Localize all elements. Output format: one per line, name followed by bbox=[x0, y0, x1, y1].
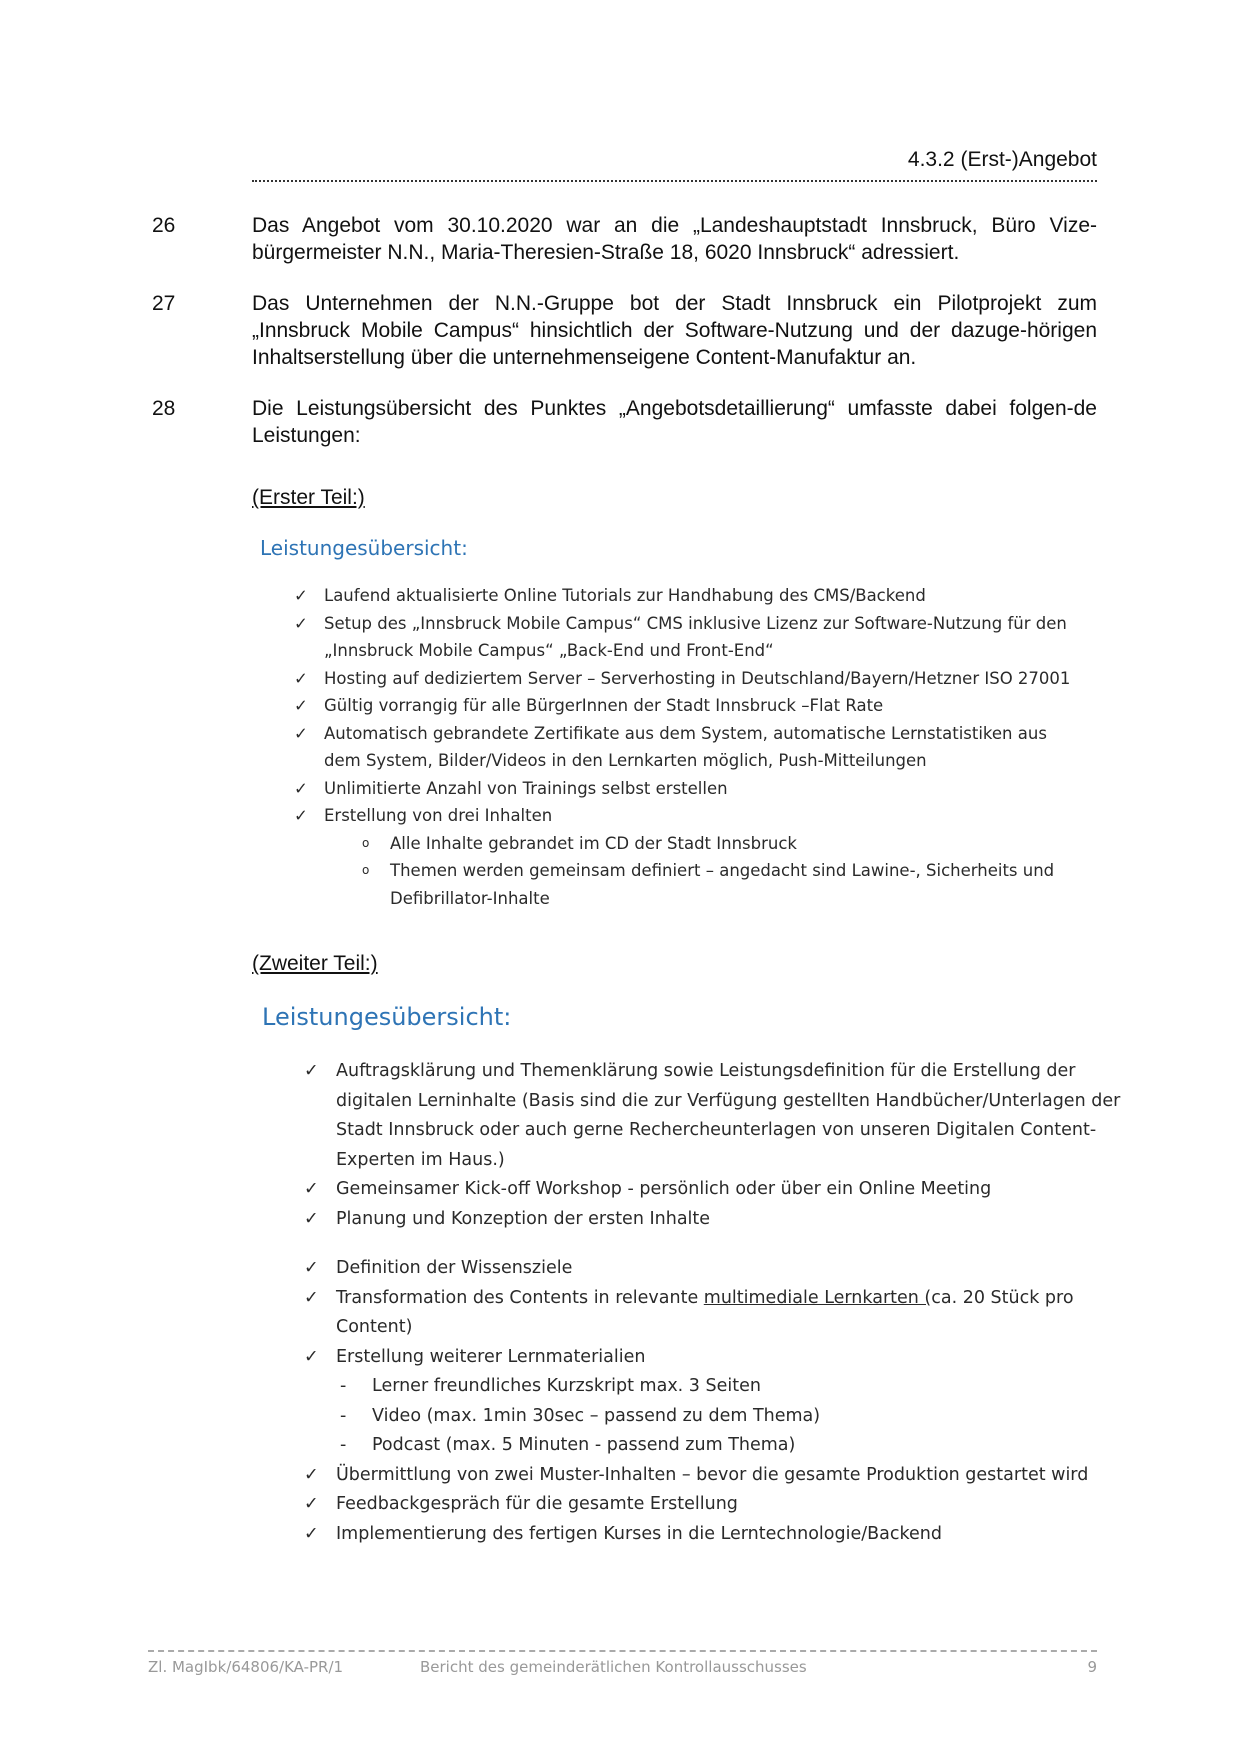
checkmark-icon: ✓ bbox=[304, 1179, 319, 1199]
list-item-text: Gültig vorrangig für alle BürgerInnen der Stadt Innsbruck –Flat Rate bbox=[324, 696, 884, 715]
checkmark-icon: ✓ bbox=[304, 1523, 319, 1544]
checkmark-icon: ✓ bbox=[304, 1494, 319, 1514]
part1-list bbox=[262, 582, 1082, 830]
page-number: 9 bbox=[1087, 1658, 1097, 1676]
checkmark-icon: ✓ bbox=[294, 586, 308, 605]
list-item bbox=[262, 1205, 1142, 1235]
part1-label: (Erster Teil:) bbox=[252, 486, 365, 509]
list-item bbox=[262, 1520, 1142, 1550]
part2-label: (Zweiter Teil:) bbox=[252, 952, 378, 975]
list-item-text: Implementierung des fertigen Kurses in die Lerntechnologie/Backend bbox=[336, 1523, 942, 1544]
list-item bbox=[262, 802, 1082, 830]
sub-list-item-text: Video (max. 1min 30sec – passend zu dem Thema) bbox=[372, 1405, 821, 1426]
list-item bbox=[262, 775, 1082, 803]
list-item-text: Unlimitierte Anzahl von Trainings selbst erstellen bbox=[324, 778, 728, 798]
list-item-text: Automatisch gebrandete Zertifikate aus dem System, automatische Lernstatistiken aus dem System, Bilder/Videos in den Lernkarten möglich, Push-Mitteilungen bbox=[324, 723, 1047, 770]
checkmark-icon: ✓ bbox=[304, 1208, 319, 1229]
part1-heading: Leistungesübersicht: bbox=[260, 536, 468, 560]
footer-reference: Zl. MagIbk/64806/KA-PR/1 bbox=[148, 1658, 344, 1676]
paragraph-number: 26 bbox=[152, 214, 176, 237]
checkmark-icon: ✓ bbox=[294, 806, 308, 825]
paragraph-number: 28 bbox=[152, 397, 176, 420]
checkmark-icon: ✓ bbox=[304, 1287, 319, 1308]
list-item bbox=[262, 1254, 1142, 1284]
checkmark-icon: ✓ bbox=[304, 1464, 319, 1485]
footer-title: Bericht des gemeinderätlichen Kontrollausschusses bbox=[420, 1658, 807, 1676]
checkmark-icon: ✓ bbox=[294, 613, 308, 633]
dash-bullet-icon: - bbox=[340, 1405, 347, 1426]
part2-list bbox=[262, 1057, 1142, 1234]
list-item bbox=[262, 720, 1082, 775]
list-item-text: Feedbackgespräch für die gesamte Erstellung bbox=[336, 1494, 738, 1514]
list-item-text: Definition der Wissensziele bbox=[336, 1258, 573, 1278]
list-item bbox=[262, 665, 1082, 693]
circle-bullet-icon: o bbox=[362, 863, 370, 877]
underlined-text: multimediale Lernkarten ( bbox=[703, 1287, 932, 1308]
dash-bullet-icon: - bbox=[340, 1376, 347, 1396]
list-item-text: Setup des „Innsbruck Mobile Campus“ CMS inklusive Lizenz zur Software-Nutzung für den „Innsbruck Mobile Campus“ „Back-End und Front-End“ bbox=[324, 613, 1067, 660]
paragraph-26 bbox=[152, 212, 1097, 266]
list-item-text: Gemeinsamer Kick-off Workshop - persönlich oder über ein Online Meeting bbox=[336, 1179, 992, 1199]
spacer bbox=[262, 1234, 1142, 1254]
list-item bbox=[262, 1057, 1142, 1175]
page-footer bbox=[148, 1650, 1097, 1676]
paragraph-27 bbox=[152, 290, 1097, 371]
list-item bbox=[262, 1490, 1142, 1520]
sub-list-item bbox=[262, 857, 1082, 912]
paragraph-text: Das Angebot vom 30.10.2020 war an die „Landeshauptstadt Innsbruck, Büro Vize-bürgermeister N.N., Maria-Theresien-Straße 18, 6020 Innsbruck“ adressiert. bbox=[252, 214, 1097, 264]
list-item-text: Erstellung von drei Inhalten bbox=[324, 806, 553, 825]
list-item bbox=[262, 1175, 1142, 1205]
sub-list-item-text: Themen werden gemeinsam definiert – angedacht sind Lawine-, Sicherheits und Defibrillator-Inhalte bbox=[390, 861, 1055, 908]
list-item-text: Erstellung weiterer Lernmaterialien bbox=[336, 1346, 646, 1367]
sub-list-item-text: Podcast (max. 5 Minuten - passend zum Thema) bbox=[372, 1435, 796, 1455]
part2-list-continued bbox=[262, 1254, 1142, 1372]
checkmark-icon: ✓ bbox=[304, 1061, 319, 1081]
checkmark-icon: ✓ bbox=[304, 1346, 319, 1367]
sub-list-item bbox=[262, 1402, 1142, 1432]
part2-service-overview bbox=[262, 1003, 1142, 1549]
list-item bbox=[262, 1461, 1142, 1491]
part2-list-final bbox=[262, 1461, 1142, 1550]
paragraph-text: Die Leistungsübersicht des Punktes „Angebotsdetaillierung“ umfasste dabei folgen-de Leistungen: bbox=[252, 397, 1097, 447]
list-item-text: Übermittlung von zwei Muster-Inhalten – bevor die gesamte Produktion gestartet wird bbox=[336, 1464, 1089, 1485]
sub-list-item-text: Alle Inhalte gebrandet im CD der Stadt Innsbruck bbox=[390, 833, 797, 853]
paragraph-number: 27 bbox=[152, 292, 176, 315]
list-item bbox=[262, 1343, 1142, 1373]
checkmark-icon: ✓ bbox=[294, 696, 308, 715]
list-item-text: Laufend aktualisierte Online Tutorials zur Handhabung des CMS/Backend bbox=[324, 586, 926, 605]
list-item-text: Auftragsklärung und Themenklärung sowie Leistungsdefinition für die Erstellung der digitalen Lerninhalte (Basis sind die zur Verfügung gestellten Handbücher/Unterlagen der Stadt Innsbruck oder auch gerne Rechercheunterlagen von unseren Digitalen Content-Experten im Haus.) bbox=[336, 1061, 1121, 1170]
checkmark-icon: ✓ bbox=[294, 778, 308, 798]
paragraph-28 bbox=[152, 395, 1097, 449]
list-item bbox=[262, 582, 1082, 610]
sub-list-item bbox=[262, 830, 1082, 858]
list-item bbox=[262, 1284, 1142, 1343]
sub-list-item bbox=[262, 1372, 1142, 1402]
sub-list-item bbox=[262, 1431, 1142, 1461]
list-item bbox=[262, 610, 1082, 665]
section-header: 4.3.2 (Erst-)Angebot bbox=[252, 148, 1097, 182]
list-item bbox=[262, 692, 1082, 720]
list-item-text-tail: ca. 20 Stück pro Content) bbox=[336, 1287, 1074, 1337]
checkmark-icon: ✓ bbox=[304, 1258, 319, 1278]
paragraph-text: Das Unternehmen der N.N.-Gruppe bot der Stadt Innsbruck ein Pilotprojekt zum „Innsbruck Mobile Campus“ hinsichtlich der Software-Nutzung und der dazuge-hörigen Inhaltserstellung über die unternehmenseigene Content-Manufaktur an. bbox=[252, 292, 1097, 369]
sub-list-item-text: Lerner freundliches Kurzskript max. 3 Seiten bbox=[372, 1376, 761, 1396]
part1-service-overview bbox=[262, 536, 1082, 912]
list-item-text: Hosting auf dediziertem Server – Serverhosting in Deutschland/Bayern/Hetzner ISO 27001 bbox=[324, 668, 1071, 688]
list-item-text: Transformation des Contents in relevante bbox=[336, 1287, 704, 1308]
list-item-text: Planung und Konzeption der ersten Inhalte bbox=[336, 1208, 711, 1229]
circle-bullet-icon: o bbox=[362, 835, 370, 850]
checkmark-icon: ✓ bbox=[294, 723, 308, 743]
dash-bullet-icon: - bbox=[340, 1435, 347, 1455]
checkmark-icon: ✓ bbox=[294, 668, 308, 688]
part2-heading: Leistungesübersicht: bbox=[262, 1003, 512, 1031]
